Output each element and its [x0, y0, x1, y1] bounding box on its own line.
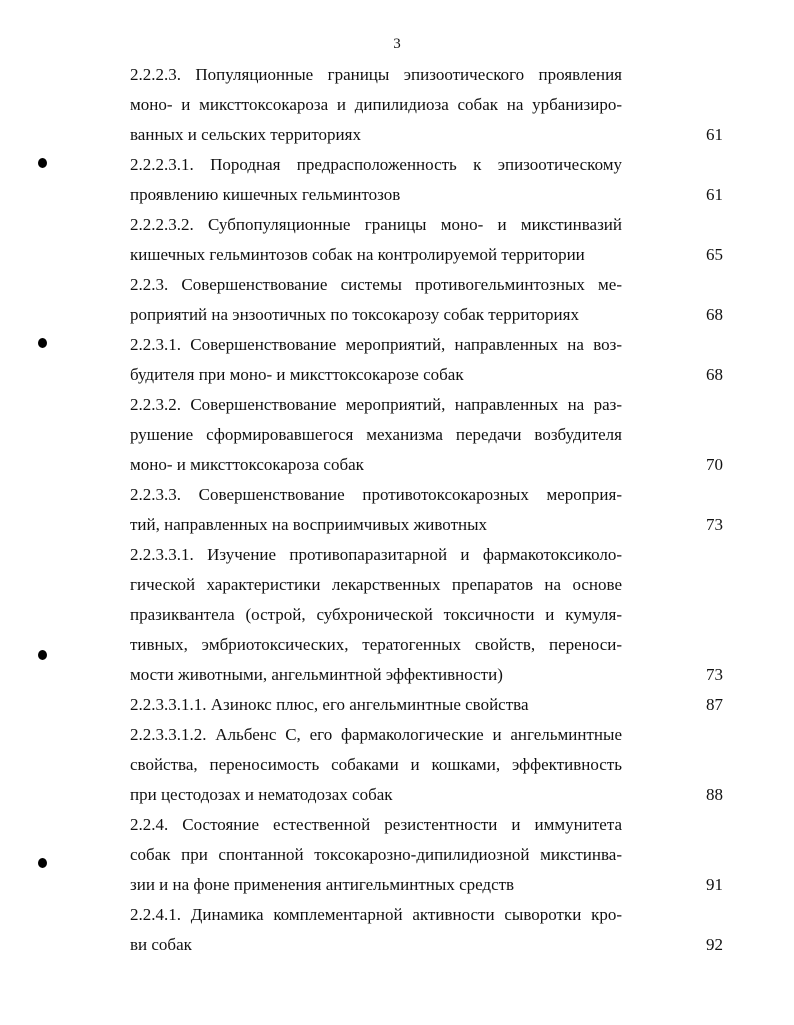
toc-entry [130, 540, 723, 690]
toc-entry-line [130, 600, 723, 630]
toc-entry-line [130, 300, 723, 330]
toc-entry-line [130, 450, 723, 480]
toc-entry-page: 88 [706, 785, 723, 804]
toc-entry-text: рушение сформировавшегося механизма передачи возбудителя [130, 425, 622, 444]
toc-entry-text: 2.2.3.2. Совершенствование мероприятий, направленных на раз- [130, 395, 622, 414]
toc-entry-text: 2.2.2.3.2. Субпопуляционные границы моно- и микстинвазий [130, 215, 622, 234]
toc-entry-page: 91 [706, 875, 723, 894]
toc-entry-line [130, 870, 723, 900]
toc-entry-text: 2.2.2.3. Популяционные границы эпизоотического проявления [130, 65, 622, 84]
toc-entry-line [130, 360, 723, 390]
toc-entry-line [130, 750, 723, 780]
toc-entry-line [130, 690, 723, 720]
toc-entry-text: будителя при моно- и миксттоксокарозе собак [130, 365, 464, 384]
toc-entry-page: 92 [706, 935, 723, 954]
toc-entry [130, 810, 723, 900]
margin-bullet-3 [38, 650, 47, 660]
toc-entry [130, 150, 723, 210]
toc-entry-line [130, 210, 723, 240]
toc-entry-text: гической характеристики лекарственных препаратов на основе [130, 575, 622, 594]
toc-entry [130, 270, 723, 330]
toc-entry-line [130, 60, 723, 90]
toc-entry-text: роприятий на энзоотичных по токсокарозу собак территориях [130, 305, 579, 324]
toc-entry-line [130, 180, 723, 210]
margin-bullet-1 [38, 158, 47, 168]
toc-entry-text: 2.2.3.3.1.2. Альбенс С, его фармакологические и ангельминтные [130, 725, 622, 744]
toc-entry [130, 390, 723, 480]
toc-entry [130, 60, 723, 150]
toc-entry-text: кишечных гельминтозов собак на контролируемой территории [130, 245, 585, 264]
toc-entry-text: 2.2.3.3. Совершенствование противотоксокарозных мероприя- [130, 485, 622, 504]
toc-entry-line [130, 390, 723, 420]
toc-entry-line [130, 240, 723, 270]
toc-entry-line [130, 780, 723, 810]
toc-entry-text: проявлению кишечных гельминтозов [130, 185, 401, 204]
toc-entry-text: 2.2.4.1. Динамика комплементарной активности сыворотки кро- [130, 905, 622, 924]
toc-entry [130, 900, 723, 960]
toc-entry-line [130, 120, 723, 150]
toc-entry-page: 68 [706, 305, 723, 324]
toc-entry-line [130, 810, 723, 840]
toc-entry-line [130, 270, 723, 300]
toc-entry-text: тий, направленных на восприимчивых животных [130, 515, 488, 534]
toc-entry [130, 210, 723, 270]
toc-entry-page: 73 [706, 515, 723, 534]
toc-entry-page: 87 [706, 695, 723, 714]
toc-entry-text: тивных, эмбриотоксических, тератогенных свойств, переноси- [130, 635, 622, 654]
margin-bullet-4 [38, 858, 47, 868]
toc-entry-text: 2.2.3.3.1.1. Азинокс плюс, его ангельминтные свойства [130, 695, 529, 714]
toc-entry-page: 61 [706, 125, 723, 144]
toc-entry-line [130, 900, 723, 930]
toc-entry-page: 73 [706, 665, 723, 684]
toc-entry-text: зии и на фоне применения антигельминтных средств [130, 875, 515, 894]
toc-entry-line [130, 480, 723, 510]
toc-entry-line [130, 660, 723, 690]
toc-entry [130, 720, 723, 810]
toc-entry-line [130, 90, 723, 120]
toc-entry-text: празиквантела (острой, субхронической токсичности и кумуля- [130, 605, 622, 624]
toc-entry-text: свойства, переносимость собаками и кошками, эффективность [130, 755, 622, 774]
toc-entry-text: 2.2.4. Состояние естественной резистентности и иммунитета [130, 815, 622, 834]
toc-entry-line [130, 720, 723, 750]
toc-entry-line [130, 630, 723, 660]
toc-entry-line [130, 330, 723, 360]
toc-entry-text: 2.2.3.1. Совершенствование мероприятий, направленных на воз- [130, 335, 622, 354]
toc-entry-text: моно- и миксттоксокароза и дипилидиоза собак на урбанизиро- [130, 95, 622, 114]
toc-entry-text: 2.2.3.3.1. Изучение противопаразитарной и фармакотоксиколо- [130, 545, 622, 564]
page-number: 3 [393, 36, 401, 52]
toc-entry-text: моно- и миксттоксокароза собак [130, 455, 364, 474]
toc-entry-line [130, 840, 723, 870]
toc-entry-text: при цестодозах и нематодозах собак [130, 785, 393, 804]
toc-entry-line [130, 540, 723, 570]
toc-entry-line [130, 570, 723, 600]
toc-entry-page: 61 [706, 185, 723, 204]
table-of-contents [130, 60, 723, 960]
toc-entry-line [130, 420, 723, 450]
toc-entry-text: собак при спонтанной токсокарозно-дипилидиозной микстинва- [130, 845, 622, 864]
margin-bullet-2 [38, 338, 47, 348]
toc-entry-page: 65 [706, 245, 723, 264]
toc-entry-text: 2.2.2.3.1. Породная предрасположенность к эпизоотическому [130, 155, 622, 174]
toc-entry-line [130, 150, 723, 180]
toc-entry [130, 690, 723, 720]
toc-entry-page: 70 [706, 455, 723, 474]
toc-entry [130, 330, 723, 390]
toc-entry-page: 68 [706, 365, 723, 384]
toc-entry-line [130, 930, 723, 960]
toc-entry-text: ванных и сельских территориях [130, 125, 361, 144]
toc-entry-text: ви собак [130, 935, 192, 954]
toc-entry-text: мости животными, ангельминтной эффективности) [130, 665, 503, 684]
toc-entry-text: 2.2.3. Совершенствование системы противогельминтозных ме- [130, 275, 622, 294]
toc-entry-line [130, 510, 723, 540]
toc-entry [130, 480, 723, 540]
